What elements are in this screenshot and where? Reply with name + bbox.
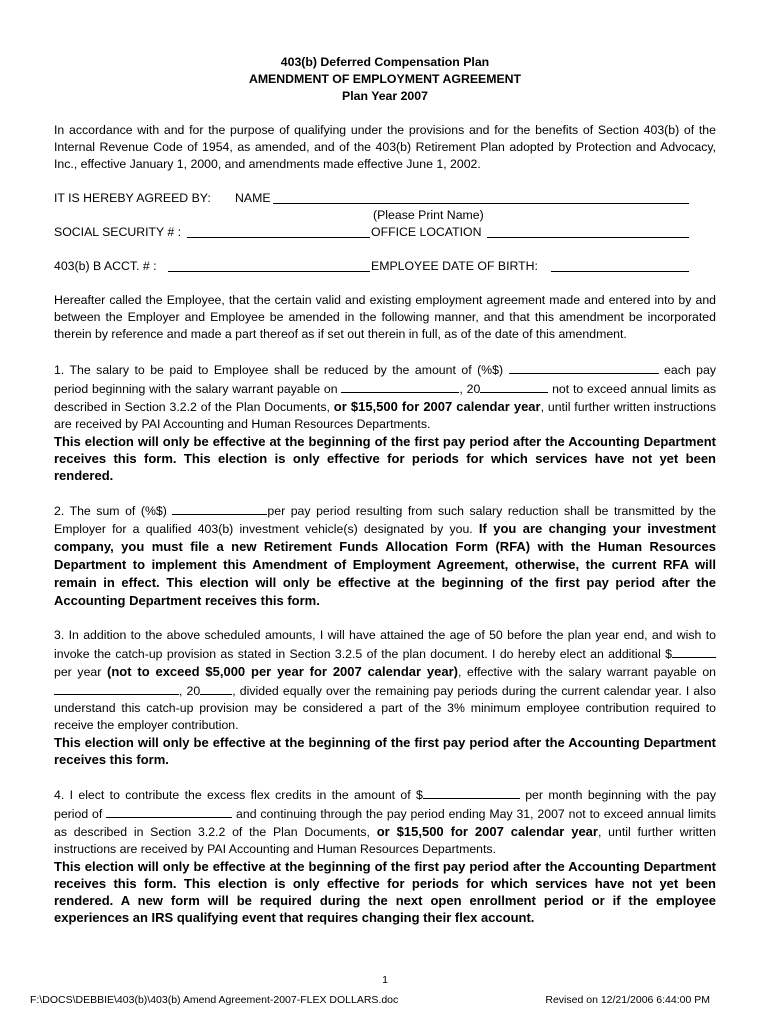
s1-amount-field[interactable] [509,360,659,374]
s1-limit: or $15,500 for 2007 calendar year [333,399,541,414]
document-title [54,54,716,105]
acct-label: 403(b) B ACCT. # : [54,259,157,273]
ssn-label: SOCIAL SECURITY # : [54,225,182,239]
name-label: NAME [235,191,271,205]
s2-text-b: per pay period resulting from such salary reduction shall be transmitted by the Employer for a qualified 403(b) investment vehicle(s) designated by you. [54,504,716,536]
file-path: F:\DOCS\DEBBIE\403(b)\403(b) Amend Agreement-2007-FLEX DOLLARS.doc [30,994,399,1006]
dob-label: EMPLOYEE DATE OF BIRTH: [371,259,538,273]
s3-text-b: per year [54,665,107,679]
ssn-field[interactable] [187,224,370,238]
s3-amount-field[interactable] [672,644,716,658]
s3-limit: (not to exceed $5,000 per year for 2007 calendar year) [106,664,458,679]
s3-text-e: , 20 [179,684,201,698]
s3-text-d: , effective with the salary warrant payable on [457,665,716,679]
s4-amount-field[interactable] [423,785,520,799]
s2-rfa-note: If you are changing your investment company, you must file a new Retirement Funds Allocation Form (RFA) with the Human Resources Department to implement this Amendment of Employment Agreement, otherwise, the current RFA will remain in effect. This election will only be effective at the beginning of the first pay period after the Accounting Department receives this form. [54,521,717,608]
title-line-3: Plan Year 2007 [342,89,428,103]
revised-date: Revised on 12/21/2006 6:44:00 PM [545,994,710,1006]
s3-election-note: This election will only be effective at the beginning of the first pay period after the Accounting Department receives this form. [54,735,716,767]
print-name-row [54,207,716,224]
s1-year-field[interactable] [480,379,548,393]
office-label: OFFICE LOCATION [371,225,482,239]
office-field[interactable] [487,224,689,238]
s4-election-note: This election will only be effective at the beginning of the first pay period after the Accounting Department receives this form. This election is only effective for periods for which services have not yet been rendered. A new form will be required during the next open enrollment period or if the employee experiences an IRS qualifying event that requires changing their flex account. [54,859,716,925]
s1-election-note: This election will only be effective at the beginning of the first pay period after the Accounting Department receives this form. This election is only effective for periods for which services have not yet been rendered. [54,434,716,483]
s4-period-field[interactable] [106,804,232,818]
s1-text-a: 1. The salary to be paid to Employee shall be reduced by the amount of (%$) [54,363,509,377]
s1-text-f: , until further written instructions are received by PAI Accounting and Human Resources Departments. [54,400,716,431]
title-line-1: 403(b) Deferred Compensation Plan [280,55,490,69]
s1-text-d: not to exceed annual limits as described in Section 3.2.2 of the Plan Documents, [54,382,716,414]
ssn-row [54,224,716,241]
s3-text-f: , divided equally over the remaining pay periods during the current calendar year. I also understand this catch-up provision may be considered a part of the 3% minimum employee contribution required to receive the employer contribution. [54,684,716,732]
s3-date-field[interactable] [54,681,179,695]
s2-text-a: 2. The sum of (%$) [54,504,173,518]
title-line-2: AMENDMENT OF EMPLOYMENT AGREEMENT [248,72,522,86]
acct-field[interactable] [168,258,370,272]
s4-text-b: per month beginning with the pay period of [54,788,716,821]
agreed-by-label: IT IS HEREBY AGREED BY: [54,191,211,205]
section-2 [54,501,716,610]
dob-field[interactable] [551,258,689,272]
s2-amount-field[interactable] [172,501,267,515]
name-field[interactable] [273,190,689,204]
section-1 [54,360,716,484]
hereafter-paragraph: Hereafter called the Employee, that the certain valid and existing employment agreement made and entered into by and between the Employer and Employee be amended in the following manner, and that this amendment be incorporated therein by reference and made a part thereof as if set out therein in full, as of the date of this amendment. [54,293,716,341]
s4-text-a: 4. I elect to contribute the excess flex credits in the amount of $ [54,788,423,802]
s4-limit: or $15,500 for 2007 calendar year [376,824,598,839]
print-name-hint: (Please Print Name) [373,208,484,222]
document-page [54,54,716,926]
intro-paragraph: In accordance with and for the purpose of qualifying under the provisions and for the benefits of Section 403(b) of the Internal Revenue Code of 1954, as amended, and of the 403(b) Retirement Plan adopted by Protection and Advocacy, Inc., effective January 1, 2000, and amendments made effective June 1, 2002. [54,123,716,171]
name-row [54,190,716,207]
s1-text-c: , 20 [459,382,481,396]
s1-text-b: each pay period beginning with the salary warrant payable on [54,363,716,396]
s3-year-field[interactable] [200,681,232,695]
section-3 [54,627,716,768]
page-number: 1 [382,974,388,986]
s4-text-c: and continuing through the pay period ending May 31, 2007 not to exceed annual limits as described in Section 3.2.2 of the Plan Documents, [54,807,716,839]
s3-text-a: 3. In addition to the above scheduled amounts, I will have attained the age of 50 before the plan year end, and wish to invoke the catch-up provision as stated in Section 3.2.5 of the plan document. I do hereby elect an additional $ [54,628,716,661]
section-4 [54,785,716,926]
acct-row [54,258,716,275]
s1-date-field[interactable] [341,379,459,393]
s4-text-e: , until further written instructions are received by PAI Accounting and Human Resources Departments. [54,825,716,856]
